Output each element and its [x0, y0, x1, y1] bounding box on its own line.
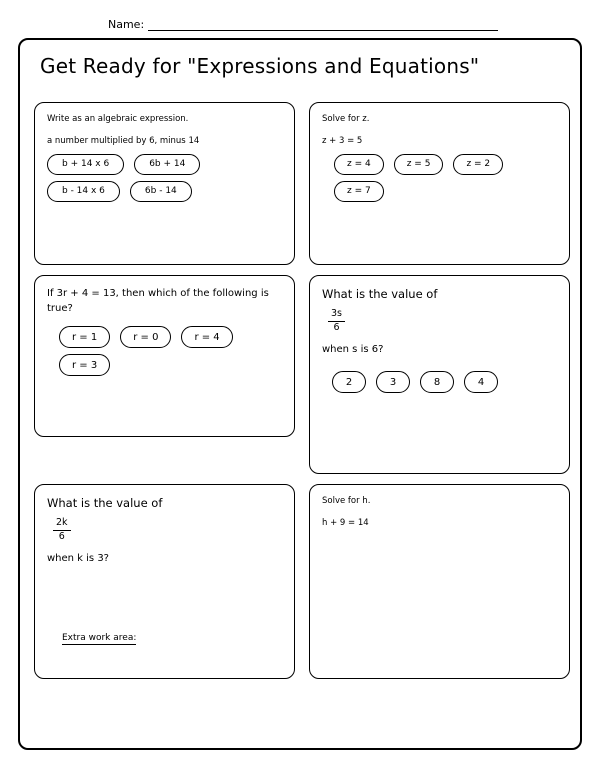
problem-4-sub: when s is 6? [322, 344, 384, 356]
problem-2-sub: z + 3 = 5 [322, 135, 363, 146]
problem-6-sub: h + 9 = 14 [322, 517, 369, 528]
problem-4-choices [332, 371, 557, 393]
answer-choice[interactable]: z = 4 [334, 154, 384, 175]
fraction-denominator: 6 [58, 531, 65, 543]
problem-card-3 [34, 275, 295, 437]
problem-2-choices-row2 [334, 181, 557, 202]
problem-5-fraction [53, 518, 71, 543]
answer-choice[interactable]: z = 5 [394, 154, 444, 175]
problem-row [34, 484, 570, 679]
problem-1-prompt: Write as an algebraic expression. [47, 114, 189, 124]
answer-choice[interactable]: 6b + 14 [134, 154, 200, 175]
problem-2-choices [334, 154, 557, 175]
problem-card-2 [309, 102, 570, 265]
problem-grid [34, 102, 570, 689]
answer-choice[interactable]: z = 7 [334, 181, 384, 202]
answer-choice[interactable]: 2 [332, 371, 366, 393]
fraction-denominator: 6 [333, 322, 340, 334]
problem-3-choices [59, 326, 282, 348]
worksheet-frame [18, 38, 582, 750]
problem-1-choices-row2 [47, 181, 282, 202]
answer-choice[interactable]: r = 0 [120, 326, 171, 348]
extra-work-area-label: Extra work area: [62, 633, 137, 643]
answer-choice[interactable]: b - 14 x 6 [47, 181, 120, 202]
problem-row [34, 102, 570, 265]
problem-3-prompt: If 3r + 4 = 13, then which of the following is true? [47, 288, 269, 314]
problem-card-4 [309, 275, 570, 474]
answer-choice[interactable]: 4 [464, 371, 498, 393]
problem-4-prompt: What is the value of [322, 287, 438, 301]
answer-choice[interactable]: b + 14 x 6 [47, 154, 124, 175]
problem-5-prompt: What is the value of [47, 496, 163, 510]
problem-1-choices [47, 154, 282, 175]
problem-card-1 [34, 102, 295, 265]
answer-choice[interactable]: z = 2 [453, 154, 503, 175]
answer-choice[interactable]: r = 1 [59, 326, 110, 348]
problem-card-5 [34, 484, 295, 679]
problem-card-6 [309, 484, 570, 679]
problem-1-sub: a number multiplied by 6, minus 14 [47, 135, 200, 146]
problem-4-fraction [328, 309, 345, 334]
problem-row [34, 275, 570, 474]
answer-choice[interactable]: r = 3 [59, 354, 110, 376]
problem-3-choices-row2 [59, 354, 282, 376]
name-label: Name: [108, 18, 145, 31]
answer-choice[interactable]: 3 [376, 371, 410, 393]
answer-choice[interactable]: 6b - 14 [130, 181, 192, 202]
answer-choice[interactable]: r = 4 [181, 326, 232, 348]
problem-6-prompt: Solve for h. [322, 496, 371, 506]
name-write-line[interactable] [148, 18, 498, 31]
name-row [108, 18, 498, 31]
fraction-numerator: 3s [328, 309, 345, 322]
problem-2-prompt: Solve for z. [322, 114, 370, 124]
answer-choice[interactable]: 8 [420, 371, 454, 393]
problem-5-sub: when k is 3? [47, 553, 109, 565]
fraction-numerator: 2k [53, 518, 71, 531]
page-title: Get Ready for "Expressions and Equations" [40, 54, 480, 78]
